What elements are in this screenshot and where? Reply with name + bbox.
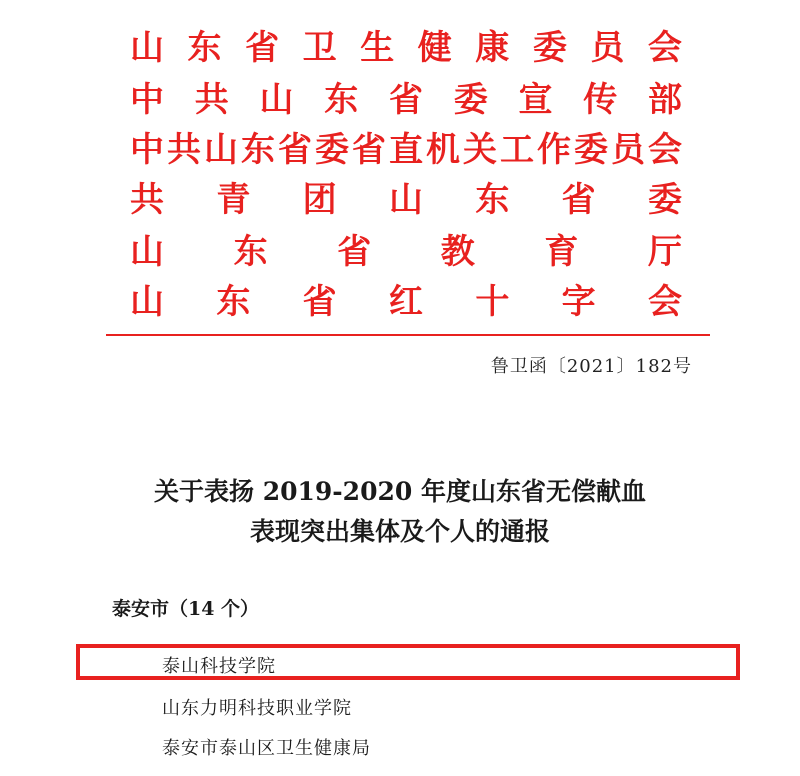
issuer-char: 厅 — [647, 232, 682, 272]
issuer-char: 省 — [245, 28, 280, 68]
issuer-char: 作 — [537, 130, 571, 170]
issuer-char: 省 — [389, 80, 423, 120]
issuer-char: 生 — [360, 28, 395, 68]
issuer-char: 员 — [590, 28, 625, 68]
issuer-char: 员 — [611, 130, 645, 170]
notice-title-line-1: 关于表扬 2019-2020 年度山东省无偿献血 — [154, 477, 646, 506]
list-item-lining-college: 山东力明科技职业学院 — [162, 698, 352, 719]
issuer-char: 工 — [500, 130, 534, 170]
issuer-char: 山 — [130, 28, 164, 68]
issuer-char: 中 — [130, 80, 164, 120]
issuer-char: 机 — [426, 130, 460, 170]
issuer-char: 康 — [475, 28, 510, 68]
issuer-char: 省 — [337, 232, 372, 272]
issuer-char: 红 — [388, 282, 423, 322]
highlight-box — [76, 644, 740, 680]
issuer-char: 团 — [302, 180, 337, 220]
issuer-char: 卫 — [302, 28, 337, 68]
issuer-char: 中 — [130, 130, 164, 170]
section-heading-taian: 泰安市（14 个） — [112, 598, 260, 620]
list-item-taishan-university: 泰山科技学院 — [162, 656, 276, 677]
issuer-char: 山 — [388, 180, 423, 220]
issuer-line — [130, 228, 682, 276]
issuer-char: 山 — [259, 80, 294, 120]
issuer-char: 东 — [241, 130, 275, 170]
issuer-char: 会 — [647, 282, 682, 322]
issuer-char: 省 — [352, 130, 386, 170]
issuer-char: 字 — [561, 282, 596, 322]
issuer-char: 会 — [648, 130, 682, 170]
issuer-char: 教 — [440, 232, 475, 272]
issuer-char: 山 — [130, 232, 164, 272]
list-item-taishan-health-bureau: 泰安市泰山区卫生健康局 — [162, 738, 371, 759]
issuer-line — [130, 176, 682, 224]
document-number: 鲁卫函〔2021〕182号 — [490, 356, 692, 377]
issuer-line — [130, 126, 682, 174]
issuer-char: 共 — [194, 80, 229, 120]
issuer-char: 东 — [324, 80, 359, 120]
issuer-char: 山 — [130, 282, 164, 322]
red-separator-line — [106, 334, 710, 336]
issuer-char: 省 — [302, 282, 337, 322]
issuer-char: 关 — [463, 130, 497, 170]
issuer-char: 山 — [204, 130, 238, 170]
issuer-char: 部 — [648, 80, 682, 120]
issuer-line — [130, 278, 682, 326]
issuer-char: 省 — [561, 180, 596, 220]
issuer-char: 委 — [315, 130, 349, 170]
issuer-char: 青 — [216, 180, 251, 220]
issuer-char: 育 — [544, 232, 579, 272]
issuer-char: 十 — [475, 282, 510, 322]
issuer-char: 东 — [475, 180, 510, 220]
issuer-char: 会 — [647, 28, 682, 68]
issuer-char: 传 — [583, 80, 618, 120]
issuer-char: 东 — [233, 232, 268, 272]
issuer-char: 委 — [532, 28, 567, 68]
issuer-line — [130, 76, 682, 124]
issuer-char: 省 — [278, 130, 312, 170]
issuer-char: 共 — [130, 180, 164, 220]
issuer-char: 委 — [453, 80, 488, 120]
issuer-char: 委 — [647, 180, 682, 220]
notice-title-line-2: 表现突出集体及个人的通报 — [249, 517, 550, 546]
issuer-char: 委 — [574, 130, 608, 170]
issuer-char: 共 — [167, 130, 201, 170]
issuer-char: 东 — [216, 282, 251, 322]
issuer-char: 直 — [389, 130, 423, 170]
issuer-char: 东 — [187, 28, 222, 68]
issuer-char: 宣 — [518, 80, 553, 120]
issuer-line — [130, 24, 682, 72]
issuer-char: 健 — [417, 28, 452, 68]
